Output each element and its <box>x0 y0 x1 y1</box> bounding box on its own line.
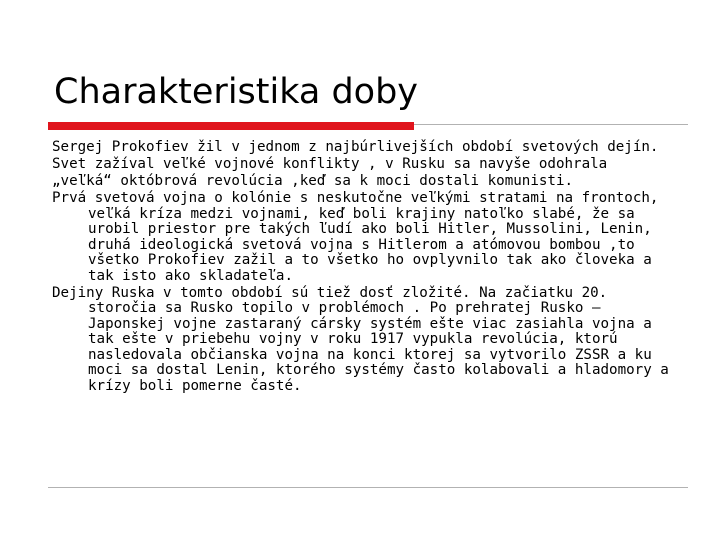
paragraph-intro: Sergej Prokofiev žil v jednom z najbúrlivejších období svetových dejín. <box>52 139 659 155</box>
paragraph-russian-history: Dejiny Ruska v tomto období sú tiež dosť zložité. Na začiatku 20. storočia sa Rusko topilo v problémoch . Po prehratej Rusko – Japonskej vojne zastaraný cársky systém ešte viac zasiahla vojna a tak ešte v priebehu vojny v roku 1917 vypukla revolúcia, ktorú nasledovala občianska vojna na konci ktorej sa vytvorilo ZSSR a ku moci sa dostal Lenin, ktorého systémy často kolabovali a hladomory a krízy boli pomerne časté. <box>52 284 669 394</box>
slide-body <box>52 140 678 396</box>
paragraph-conflicts: Svet zažíval veľké vojnové konflikty , v Rusku sa navyše odohrala <box>52 156 608 173</box>
slide-title: Charakteristika doby <box>54 72 419 112</box>
bottom-divider <box>48 487 688 488</box>
paragraph-world-wars: Prvá svetová vojna o kolónie s neskutočne veľkými stratami na frontoch, veľká kríza medzi vojnami, keď boli krajiny natoľko slabé, že sa urobil priestor pre takých ľudí ako boli Hitler, Mussolini, Lenin, druhá ideologická svetová vojna s Hitlerom a atómovou bombou ,to všetko Prokofiev zažil a to všetko ho ovplyvnilo tak ako človeka a tak isto ako skladateľa. <box>52 190 659 284</box>
title-accent-bar <box>48 122 414 130</box>
paragraph-revolution: „veľká“ októbrová revolúcia ,keď sa k moci dostali komunisti. <box>52 173 574 190</box>
